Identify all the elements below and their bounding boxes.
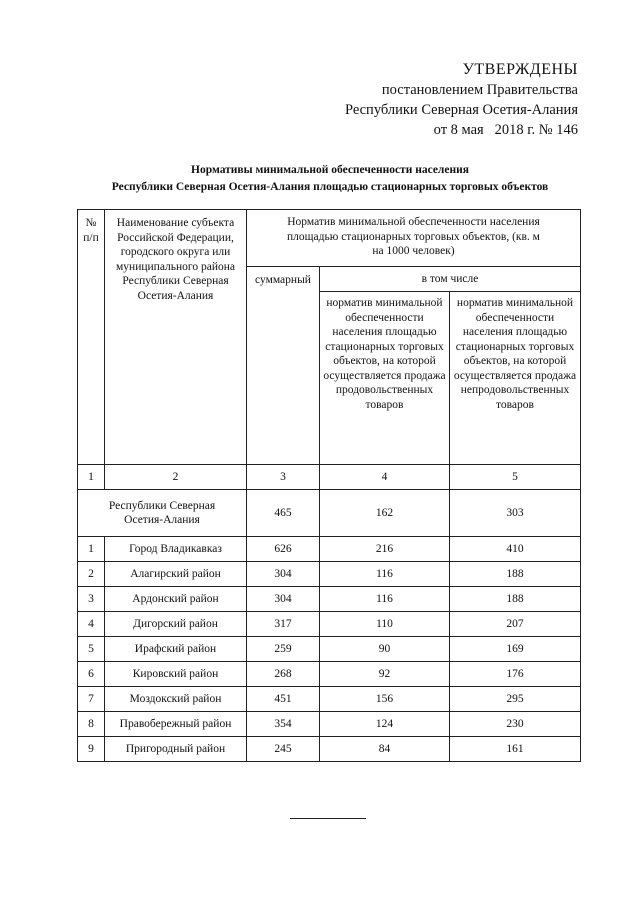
- col-number: 4: [320, 465, 450, 490]
- row-name: Ардонский район: [105, 587, 247, 612]
- republic-nonfood: 303: [450, 490, 581, 537]
- row-total: 451: [247, 687, 320, 712]
- table-row: [78, 612, 581, 637]
- row-num: 4: [78, 612, 105, 637]
- approval-block: [345, 60, 578, 140]
- republic-food: 162: [320, 490, 450, 537]
- col-number: 1: [78, 465, 105, 490]
- row-num: 8: [78, 712, 105, 737]
- row-food: 90: [320, 637, 450, 662]
- header-name: Наименование субъекта Российской Федерации, городского округа или муниципального района Республики Северная Осетия-Алания: [105, 210, 247, 465]
- header-including: в том числе: [320, 267, 581, 292]
- row-total: 317: [247, 612, 320, 637]
- header-norm: Норматив минимальной обеспеченности населения площадью стационарных торговых объектов, (кв. м на 1000 человек): [247, 210, 581, 267]
- header-food: норматив минимальной обеспеченности населения площадью стационарных торговых объектов, на которой осуществляется продажа продовольственных товаров: [320, 292, 450, 465]
- row-food: 84: [320, 737, 450, 762]
- row-total: 259: [247, 637, 320, 662]
- row-nonfood: 295: [450, 687, 581, 712]
- col-number: 3: [247, 465, 320, 490]
- republic-row: [78, 490, 581, 537]
- table-row: [78, 662, 581, 687]
- row-name: Пригородный район: [105, 737, 247, 762]
- row-name: Город Владикавказ: [105, 537, 247, 562]
- approval-government: Республики Северная Осетия-Алания: [344, 102, 578, 118]
- row-name: Кировский район: [105, 662, 247, 687]
- column-numbers-row: [78, 465, 581, 490]
- row-nonfood: 230: [450, 712, 581, 737]
- row-nonfood: 176: [450, 662, 581, 687]
- row-food: 110: [320, 612, 450, 637]
- row-total: 626: [247, 537, 320, 562]
- table-row: [78, 712, 581, 737]
- norms-table: [77, 209, 581, 762]
- col-number: 5: [450, 465, 581, 490]
- row-food: 116: [320, 587, 450, 612]
- header-total: суммарный: [247, 267, 320, 465]
- row-total: 354: [247, 712, 320, 737]
- table-row: [78, 587, 581, 612]
- row-nonfood: 410: [450, 537, 581, 562]
- row-num: 1: [78, 537, 105, 562]
- header-nonfood: норматив минимальной обеспеченности населения площадью стационарных торговых объектов, на которой осуществляется продажа непродовольственных товаров: [450, 292, 581, 465]
- approval-title: УТВЕРЖДЕНЫ: [462, 61, 578, 78]
- table-row: [78, 537, 581, 562]
- row-num: 7: [78, 687, 105, 712]
- row-num: 3: [78, 587, 105, 612]
- row-food: 92: [320, 662, 450, 687]
- signature-line: [290, 818, 366, 819]
- row-total: 245: [247, 737, 320, 762]
- row-total: 268: [247, 662, 320, 687]
- row-food: 216: [320, 537, 450, 562]
- republic-name: Республики Северная Осетия-Алания: [78, 490, 247, 537]
- row-nonfood: 188: [450, 562, 581, 587]
- row-name: Дигорский район: [105, 612, 247, 637]
- row-total: 304: [247, 562, 320, 587]
- table-row: [78, 687, 581, 712]
- row-num: 5: [78, 637, 105, 662]
- approval-date: от 8 мая 2018 г. № 146: [433, 122, 578, 138]
- row-nonfood: 169: [450, 637, 581, 662]
- document-title: [60, 162, 600, 196]
- row-name: Ирафский район: [105, 637, 247, 662]
- table-row: [78, 637, 581, 662]
- document-title-line2: Республики Северная Осетия-Алания площадью стационарных торговых объектов: [111, 181, 549, 193]
- row-num: 9: [78, 737, 105, 762]
- row-name: Алагирский район: [105, 562, 247, 587]
- document-title-line1: Нормативы минимальной обеспеченности населения: [191, 164, 469, 176]
- row-name: Моздокский район: [105, 687, 247, 712]
- row-nonfood: 207: [450, 612, 581, 637]
- row-nonfood: 188: [450, 587, 581, 612]
- row-total: 304: [247, 587, 320, 612]
- col-number: 2: [105, 465, 247, 490]
- row-nonfood: 161: [450, 737, 581, 762]
- table-row: [78, 737, 581, 762]
- republic-total: 465: [247, 490, 320, 537]
- row-name: Правобережный район: [105, 712, 247, 737]
- table-row: [78, 562, 581, 587]
- row-num: 2: [78, 562, 105, 587]
- row-food: 124: [320, 712, 450, 737]
- row-num: 6: [78, 662, 105, 687]
- row-food: 156: [320, 687, 450, 712]
- row-food: 116: [320, 562, 450, 587]
- approval-decree: постановлением Правительства: [381, 82, 578, 98]
- header-num: № п/п: [78, 210, 105, 465]
